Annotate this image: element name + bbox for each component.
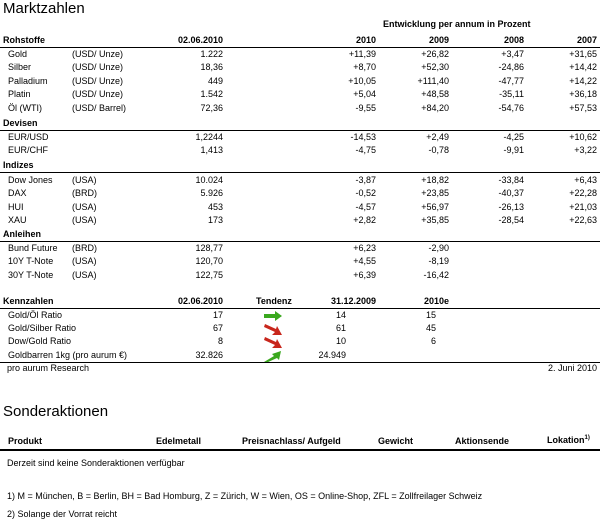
row-2007: +6,43 bbox=[574, 175, 597, 185]
row-value: 18,36 bbox=[200, 62, 223, 73]
row-2008: -35,11 bbox=[499, 89, 524, 100]
table-row bbox=[0, 62, 600, 75]
row-name: HUI bbox=[8, 201, 24, 212]
row-name: Platin bbox=[8, 89, 31, 100]
kenn-header-2010e: 2010e bbox=[423, 296, 449, 306]
footnote-1: 1) M = München, B = Berlin, BH = Bad Homburg, Z = Zürich, W = Wien, OS = Online-Shop, ZFL = Zollfreilager Schweiz bbox=[7, 491, 483, 501]
source-row bbox=[0, 363, 600, 376]
row-2010: +6,23 bbox=[353, 243, 376, 253]
row-unit: (USA) bbox=[72, 215, 97, 226]
row-2009: 61 bbox=[335, 323, 346, 334]
row-2009: 10 bbox=[335, 336, 346, 347]
row-2010: +5,04 bbox=[353, 89, 376, 100]
row-unit: (USD/ Unze) bbox=[72, 62, 124, 73]
row-2010e: 45 bbox=[425, 323, 436, 334]
row-2009: -8,19 bbox=[428, 256, 449, 267]
row-unit: (USD/ Barrel) bbox=[72, 102, 127, 113]
row-name: Palladium bbox=[8, 75, 48, 86]
row-2008: -26,13 bbox=[498, 201, 524, 212]
row-value: 32.826 bbox=[195, 349, 223, 360]
row-value: 453 bbox=[207, 201, 223, 212]
row-value: 1.222 bbox=[200, 49, 223, 59]
header-2009: 2009 bbox=[428, 35, 449, 45]
row-name: Silber bbox=[8, 62, 32, 73]
row-2009: +56,97 bbox=[421, 201, 449, 212]
row-2010: -4,57 bbox=[355, 201, 376, 212]
row-2008: -33,84 bbox=[498, 175, 524, 185]
row-2009: 24.949 bbox=[318, 349, 346, 360]
row-value: 17 bbox=[212, 310, 223, 320]
sonder-ende: Aktionsende bbox=[455, 436, 510, 446]
row-2010: -3,87 bbox=[355, 175, 376, 185]
row-2010: +2,82 bbox=[353, 215, 376, 226]
page-title: Marktzahlen bbox=[3, 0, 85, 17]
row-unit: (USA) bbox=[72, 269, 97, 280]
row-name: EUR/USD bbox=[8, 132, 49, 142]
row-2009: +23,85 bbox=[421, 188, 449, 199]
kenn-header-tendenz: Tendenz bbox=[256, 296, 292, 306]
row-2010e: 15 bbox=[425, 310, 436, 320]
row-2008: +3,47 bbox=[501, 49, 524, 59]
row-value: 1,413 bbox=[200, 145, 223, 156]
divider bbox=[0, 130, 600, 131]
divider bbox=[0, 308, 600, 309]
sonder-lokation-text: Lokation bbox=[547, 435, 585, 445]
row-value: 1,2244 bbox=[195, 132, 223, 142]
row-name: Öl (WTI) bbox=[8, 102, 42, 113]
table-row bbox=[0, 145, 600, 158]
row-2007: +57,53 bbox=[569, 102, 597, 113]
table-row bbox=[0, 310, 600, 323]
row-name: DAX bbox=[8, 188, 27, 199]
row-2009: -16,42 bbox=[423, 269, 449, 280]
sonder-lokation-sup: 1) bbox=[584, 435, 590, 441]
sonder-header-row bbox=[0, 436, 600, 449]
row-unit: (USA) bbox=[72, 201, 97, 212]
row-2009: +18,82 bbox=[421, 175, 449, 185]
row-value: 1.542 bbox=[200, 89, 223, 100]
row-name: Dow/Gold Ratio bbox=[8, 336, 72, 347]
devisen-label: Devisen bbox=[3, 118, 38, 128]
rohstoffe-label: Rohstoffe bbox=[3, 35, 45, 45]
row-name: Dow Jones bbox=[8, 175, 53, 185]
row-name: Gold/Öl Ratio bbox=[8, 310, 63, 320]
row-2010: -14,53 bbox=[350, 132, 376, 142]
row-name: Bund Future bbox=[8, 243, 58, 253]
row-2007: +31,65 bbox=[569, 49, 597, 59]
table-row bbox=[0, 243, 600, 256]
row-name: Goldbarren 1kg (pro aurum €) bbox=[8, 349, 128, 360]
row-name: EUR/CHF bbox=[8, 145, 48, 156]
row-value: 67 bbox=[212, 323, 223, 334]
row-name: 30Y T-Note bbox=[8, 269, 54, 280]
row-unit: (USD/ Unze) bbox=[72, 75, 124, 86]
header-2007: 2007 bbox=[576, 35, 597, 45]
row-2010: +8,70 bbox=[353, 62, 376, 73]
row-name: 10Y T-Note bbox=[8, 256, 54, 267]
source-label: pro aurum Research bbox=[7, 363, 90, 373]
row-2007: +10,62 bbox=[569, 132, 597, 142]
row-2009: 14 bbox=[335, 310, 346, 320]
row-2008: -54,76 bbox=[498, 102, 524, 113]
table-row bbox=[0, 76, 600, 89]
row-unit: (BRD) bbox=[72, 243, 97, 253]
row-value: 122,75 bbox=[195, 269, 223, 280]
row-value: 173 bbox=[207, 215, 223, 226]
divider bbox=[0, 449, 600, 451]
row-2009: -2,90 bbox=[428, 243, 449, 253]
row-name: Gold bbox=[8, 49, 28, 59]
row-value: 128,77 bbox=[195, 243, 223, 253]
divider bbox=[0, 172, 600, 173]
row-2007: +3,22 bbox=[574, 145, 597, 156]
row-2008: -4,25 bbox=[503, 132, 524, 142]
row-value: 5.926 bbox=[200, 188, 223, 199]
row-value: 8 bbox=[217, 336, 223, 347]
row-2009: +26,82 bbox=[421, 49, 449, 59]
row-2009: +52,30 bbox=[421, 62, 449, 73]
row-unit: (USA) bbox=[72, 256, 97, 267]
row-2008: -9,91 bbox=[503, 145, 524, 156]
divider bbox=[0, 241, 600, 242]
table-row bbox=[0, 132, 600, 145]
table-row bbox=[0, 175, 600, 188]
anleihen-label: Anleihen bbox=[3, 229, 42, 239]
table-row bbox=[0, 215, 600, 228]
row-value: 10.024 bbox=[195, 175, 223, 185]
sonder-preis: Preisnachlass/ Aufgeld bbox=[242, 436, 341, 446]
sonder-edelmetall: Edelmetall bbox=[156, 436, 202, 446]
header-date: 02.06.2010 bbox=[177, 35, 223, 45]
table-row bbox=[0, 270, 600, 283]
row-unit: (USA) bbox=[72, 175, 97, 185]
trend-arrow-icon bbox=[264, 311, 282, 323]
row-2007: +36,18 bbox=[569, 89, 597, 100]
table-row bbox=[0, 103, 600, 116]
date-note: 2. Juni 2010 bbox=[547, 363, 597, 373]
sonder-lokation bbox=[547, 435, 590, 445]
row-2010: +4,55 bbox=[353, 256, 376, 267]
divider bbox=[0, 47, 600, 48]
row-2009: +2,49 bbox=[426, 132, 449, 142]
table-row bbox=[0, 49, 600, 62]
table-row bbox=[0, 202, 600, 215]
sonder-empty-text: Derzeit sind keine Sonderaktionen verfügbar bbox=[7, 458, 185, 468]
row-2007: +22,63 bbox=[569, 215, 597, 226]
row-name: XAU bbox=[8, 215, 27, 226]
kenn-header-2009: 31.12.2009 bbox=[330, 296, 376, 306]
row-2010: -4,75 bbox=[355, 145, 376, 156]
sonder-title: Sonderaktionen bbox=[3, 403, 109, 420]
sonder-produkt: Produkt bbox=[8, 436, 43, 446]
table-row bbox=[0, 188, 600, 201]
header-2008: 2008 bbox=[503, 35, 524, 45]
row-2010: +11,39 bbox=[348, 49, 376, 59]
footnote-2: 2) Solange der Vorrat reicht bbox=[7, 509, 118, 519]
row-2008: -24,86 bbox=[498, 62, 524, 73]
row-2008: -40,37 bbox=[498, 188, 524, 199]
row-unit: (USD/ Unze) bbox=[72, 49, 124, 59]
row-2009: +111,40 bbox=[417, 75, 449, 86]
row-2010: +6,39 bbox=[353, 269, 376, 280]
row-unit: (BRD) bbox=[72, 188, 97, 199]
row-value: 449 bbox=[207, 75, 223, 86]
row-2007: +21,03 bbox=[569, 201, 597, 212]
row-2008: -47,77 bbox=[498, 75, 524, 86]
indizes-label: Indizes bbox=[3, 160, 34, 170]
table-row bbox=[0, 89, 600, 102]
row-2010: +10,05 bbox=[348, 75, 376, 86]
row-2009: +48,58 bbox=[421, 89, 449, 100]
row-2008: -28,54 bbox=[498, 215, 524, 226]
table-row bbox=[0, 336, 600, 349]
row-2007: +14,42 bbox=[569, 62, 597, 73]
row-2010e: 6 bbox=[430, 336, 436, 347]
row-2009: +35,85 bbox=[421, 215, 449, 226]
row-value: 72,36 bbox=[200, 102, 223, 113]
sonder-gewicht: Gewicht bbox=[378, 436, 414, 446]
row-value: 120,70 bbox=[195, 256, 223, 267]
entwicklung-heading: Entwicklung per annum in Prozent bbox=[383, 19, 531, 29]
row-unit: (USD/ Unze) bbox=[72, 89, 124, 100]
row-2009: +84,20 bbox=[421, 102, 449, 113]
header-2010: 2010 bbox=[355, 35, 376, 45]
table-row bbox=[0, 256, 600, 269]
row-2009: -0,78 bbox=[428, 145, 449, 156]
table-row bbox=[0, 323, 600, 336]
row-2010: -0,52 bbox=[355, 188, 376, 199]
row-name: Gold/Silber Ratio bbox=[8, 323, 77, 334]
row-2007: +22,28 bbox=[569, 188, 597, 199]
kennzahlen-label: Kennzahlen bbox=[3, 296, 54, 306]
row-2007: +14,22 bbox=[569, 75, 597, 86]
row-2010: -9,55 bbox=[355, 102, 376, 113]
kenn-header-date: 02.06.2010 bbox=[177, 296, 223, 306]
table-row bbox=[0, 350, 600, 363]
